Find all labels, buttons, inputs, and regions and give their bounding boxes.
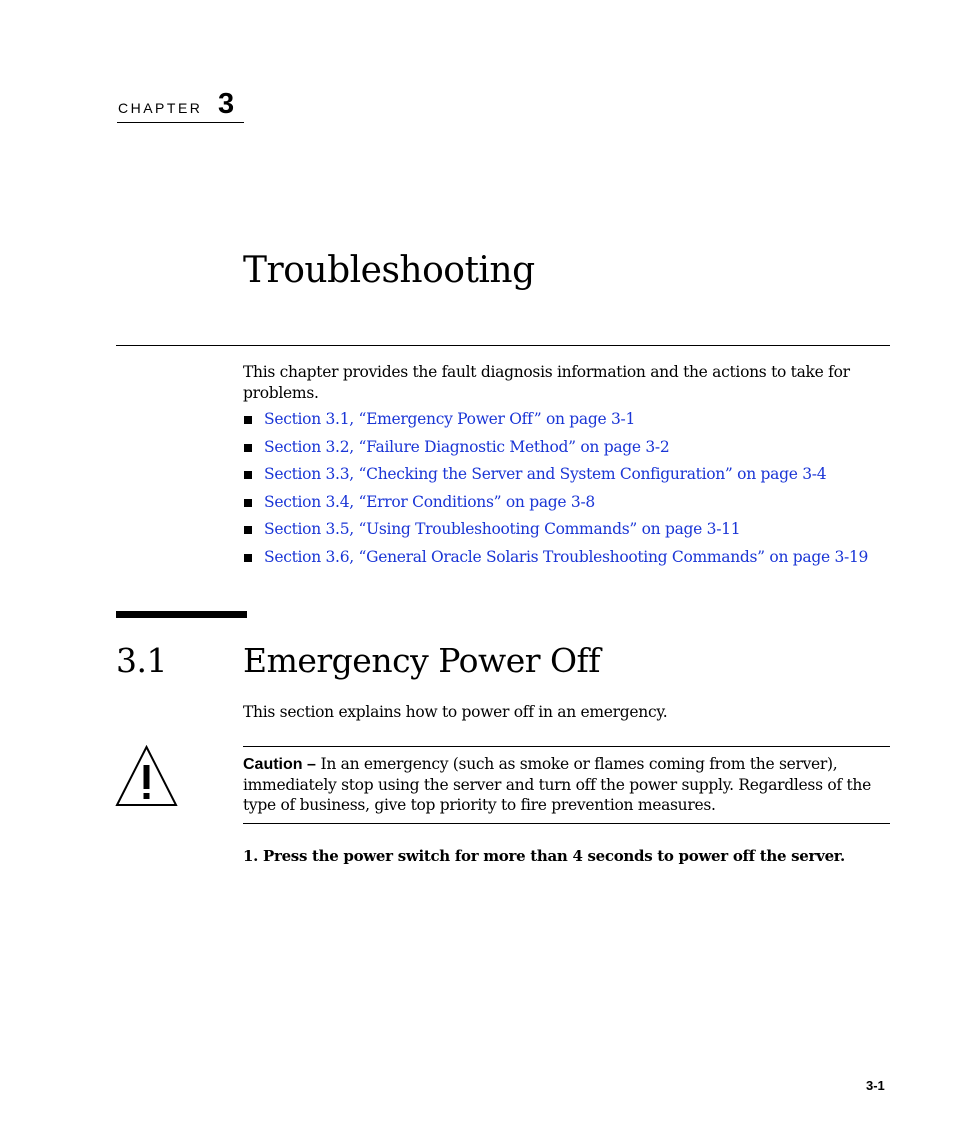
section-title: Emergency Power Off [243, 641, 600, 680]
step-1: 1. Press the power switch for more than 4 seconds to power off the server. [243, 847, 845, 865]
section-intro: This section explains how to power off in an emergency. [243, 703, 668, 721]
toc-link-3-6[interactable]: Section 3.6, “General Oracle Solaris Troubleshooting Commands” on page 3-19 [264, 547, 869, 566]
bullet-icon [244, 526, 252, 534]
section-number: 3.1 [116, 641, 167, 680]
toc-link-3-2[interactable]: Section 3.2, “Failure Diagnostic Method” on page 3-2 [264, 437, 670, 456]
bullet-icon [244, 471, 252, 479]
bullet-icon [244, 499, 252, 507]
page-number: 3-1 [866, 1078, 885, 1093]
section-bar [116, 611, 247, 618]
chapter-word: CHAPTER [118, 100, 203, 116]
caution-label: Caution – [243, 756, 316, 773]
bullet-icon [244, 444, 252, 452]
chapter-number: 3 [218, 88, 235, 120]
toc-link-3-1[interactable]: Section 3.1, “Emergency Power Off” on page 3-1 [264, 410, 636, 428]
chapter-title: Troubleshooting [243, 250, 535, 291]
warning-triangle-icon [115, 745, 178, 807]
chapter-label [117, 88, 244, 123]
chapter-intro: This chapter provides the fault diagnosis information and the actions to take for problems. [243, 363, 850, 402]
toc-link-3-5[interactable]: Section 3.5, “Using Troubleshooting Commands” on page 3-11 [264, 520, 741, 538]
toc-link-3-4[interactable]: Section 3.4, “Error Conditions” on page 3-8 [264, 492, 595, 511]
title-divider [116, 345, 890, 346]
bullet-icon [244, 554, 252, 562]
caution-body: In an emergency (such as smoke or flames coming from the server), immediately stop using the server and turn off the power supply. Regardless of the type of business, give top priority to fire prevention measures. [243, 755, 871, 814]
caution-text [243, 754, 890, 815]
bullet-icon [244, 416, 252, 424]
toc-link-3-3[interactable]: Section 3.3, “Checking the Server and System Configuration” on page 3-4 [264, 465, 827, 483]
caution-box [243, 746, 890, 824]
